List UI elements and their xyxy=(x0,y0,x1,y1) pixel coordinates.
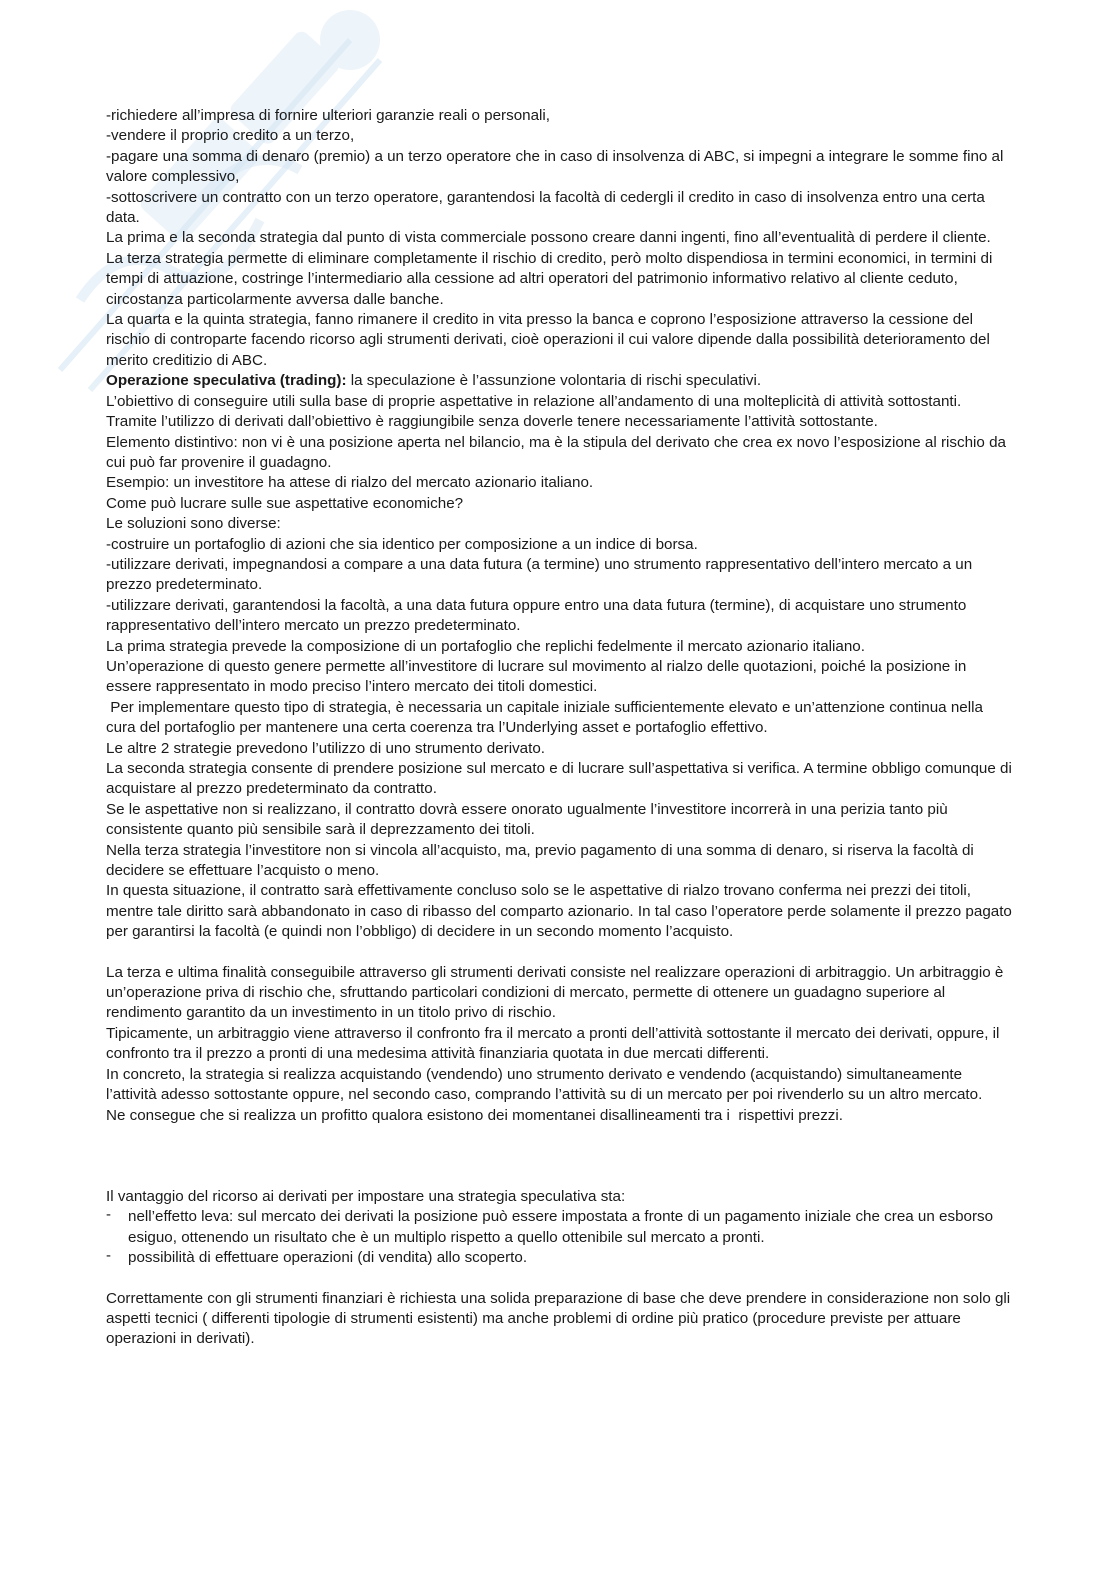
paragraph: Per implementare questo tipo di strategia, è necessaria un capitale iniziale sufficientemente elevato e un’attenzione continua nella cura del portafoglio per mantenere una certa coerenza tra l’Underlying asset e portafoglio effettivo. xyxy=(106,698,988,737)
paragraph: La seconda strategia consente di prendere posizione sul mercato e di lucrare sull’aspettativa si verifica. A termine obbligo comunque di acquistare al prezzo predeterminato da contratto. xyxy=(106,760,1012,798)
paragraph: Come può lucrare sulle sue aspettative economiche? xyxy=(106,494,464,512)
trading-text: la speculazione è l’assunzione volontaria di rischi speculativi. xyxy=(346,372,762,390)
paragraph: Tipicamente, un arbitraggio viene attraverso il confronto fra il mercato a pronti dell’attività sottostante il mercato dei derivati, oppure, il confronto tra il prezzo a pronti di una medesima attività finanziaria quotata in due mercati differenti. xyxy=(106,1024,1000,1063)
list-item: -sottoscrivere un contratto con un terzo operatore, garantendosi la facoltà di cedergli il credito in caso di insolvenza entro una certa data. xyxy=(106,188,985,227)
paragraph: La prima strategia prevede la composizione di un portafoglio che replichi fedelmente il mercato azionario italiano. xyxy=(106,637,865,655)
paragraph: L’obiettivo di conseguire utili sulla base di proprie aspettative in relazione all’andamento di una molteplicità di attività sottostanti. xyxy=(106,392,962,410)
paragraph: Tramite l’utilizzo di derivati dall’obiettivo è raggiungibile senza doverle tenere necessariamente l’attività sottostante. xyxy=(106,413,878,431)
list-item: -utilizzare derivati, impegnandosi a compare a una data futura (a termine) uno strumento rappresentativo dell’intero mercato a un prezzo predeterminato. xyxy=(106,555,973,594)
list-item: -utilizzare derivati, garantendosi la facoltà, a una data futura oppure entro una data futura (termine), di acquistare uno strumento rappresentativo dell’intero mercato un prezzo predeterminato. xyxy=(106,596,967,635)
list-item: -costruire un portafoglio di azioni che sia identico per composizione a un indice di borsa. xyxy=(106,535,698,553)
dash-bullet-icon: - xyxy=(106,1247,111,1265)
paragraph: La terza e ultima finalità conseguibile attraverso gli strumenti derivati consiste nel realizzare operazioni di arbitraggio. Un arbitraggio è un’operazione priva di rischio che, sfruttando particolari condizioni di mercato, permette di ottenere un guadagno superiore al rendimento garantito da un investimento in un titolo privo di rischio. xyxy=(106,963,1004,1022)
trading-paragraph xyxy=(106,371,1012,391)
advantages-intro: Il vantaggio del ricorso ai derivati per impostare una strategia speculativa sta: xyxy=(106,1187,626,1205)
paragraph: Nella terza strategia l’investitore non si vincola all’acquisto, ma, previo pagamento di una somma di denaro, si riserva la facoltà di decidere se effettuare l’acquisto o meno. xyxy=(106,841,974,880)
paragraph: In concreto, la strategia si realizza acquistando (vendendo) uno strumento derivato e vendendo (acquistando) simultaneamente l’attività adesso sottostante oppure, nel secondo caso, comprando l’attività su di un mercato per poi rivenderlo su un altro mercato. xyxy=(106,1065,983,1104)
advantages-list xyxy=(106,1207,1012,1268)
paragraph: La prima e la seconda strategia dal punto di vista commerciale possono creare danni ingenti, fino all’eventualità di perdere il cliente. xyxy=(106,229,991,247)
list-item xyxy=(106,1207,1012,1248)
spacer xyxy=(106,1269,1012,1289)
paragraph: Elemento distintivo: non vi è una posizione aperta nel bilancio, ma è la stipula del derivato che crea ex novo l’esposizione al rischio da cui può far provenire il guadagno. xyxy=(106,433,1006,471)
spacer xyxy=(106,943,1012,963)
paragraph: La quarta e la quinta strategia, fanno rimanere il credito in vita presso la banca e coprono l’esposizione attraverso la cessione del rischio di controparte facendo ricorso agli strumenti derivati, cioè operazioni il cui valore dipende dalla possibilità deterioramento del merito creditizio di ABC. xyxy=(106,311,990,369)
spacer xyxy=(106,1126,1012,1187)
list-item xyxy=(106,1248,1012,1268)
dash-bullet-icon: - xyxy=(106,1206,111,1224)
closing-paragraph: Correttamente con gli strumenti finanziari è richiesta una solida preparazione di base che deve prendere in considerazione non solo gli aspetti tecnici ( differenti tipologie di strumenti esistenti) ma anche problemi di ordine più pratico (procedure previste per attuare operazioni in derivati). xyxy=(106,1289,1011,1348)
list-item-text: possibilità di effettuare operazioni (di vendita) allo scoperto. xyxy=(128,1249,528,1267)
paragraph: Esempio: un investitore ha attese di rialzo del mercato azionario italiano. xyxy=(106,474,594,492)
paragraph: Le soluzioni sono diverse: xyxy=(106,515,281,533)
paragraph: La terza strategia permette di eliminare completamente il rischio di credito, però molto dispendiosa in termini economici, in termini di tempi di attuazione, costringe l’intermediario alla cessione ad altri operatori del patrimonio informativo relativo al cliente ceduto, circostanza particolarmente avversa dalle banche. xyxy=(106,249,993,308)
paragraph: Ne consegue che si realizza un profitto qualora esistono dei momentanei disallineamenti tra i rispettivi prezzi. xyxy=(106,1106,843,1124)
paragraph: Un’operazione di questo genere permette all’investitore di lucrare sul movimento al rialzo delle quotazioni, poiché la posizione in essere rappresentato in modo preciso l’intero mercato dei titoli domestici. xyxy=(106,657,967,696)
paragraph: Le altre 2 strategie prevedono l’utilizzo di uno strumento derivato. xyxy=(106,739,545,757)
list-item: -vendere il proprio credito a un terzo, xyxy=(106,127,355,145)
document-body xyxy=(106,106,1012,1350)
trading-heading: Operazione speculativa (trading): xyxy=(106,372,347,390)
list-item: -richiedere all’impresa di fornire ulteriori garanzie reali o personali, xyxy=(106,107,551,124)
paragraph: Se le aspettative non si realizzano, il contratto dovrà essere onorato ugualmente l’investitore incorrerà in una perizia tanto più consistente quanto più sensibile sarà il deprezzamento dei titoli. xyxy=(106,800,948,839)
list-item-text: nell’effetto leva: sul mercato dei derivati la posizione può essere impostata a fronte di un pagamento iniziale che crea un esborso esiguo, ottenendo un risultato che è un multiplo rispetto a quello ottenibile sul mercato a pronti. xyxy=(128,1208,994,1246)
list-item: -pagare una somma di denaro (premio) a un terzo operatore che in caso di insolvenza di ABC, si impegni a integrare le somme fino al valore complessivo, xyxy=(106,147,1004,186)
paragraph: In questa situazione, il contratto sarà effettivamente concluso solo se le aspettative di rialzo trovano conferma nei prezzi dei titoli, mentre tale diritto sarà abbandonato in caso di ribasso del comparto azionario. In tal caso l’operatore perde solamente il prezzo pagato per garantirsi la facoltà (e quindi non l’obbligo) di decidere in un secondo momento l’acquisto. xyxy=(106,882,1012,941)
